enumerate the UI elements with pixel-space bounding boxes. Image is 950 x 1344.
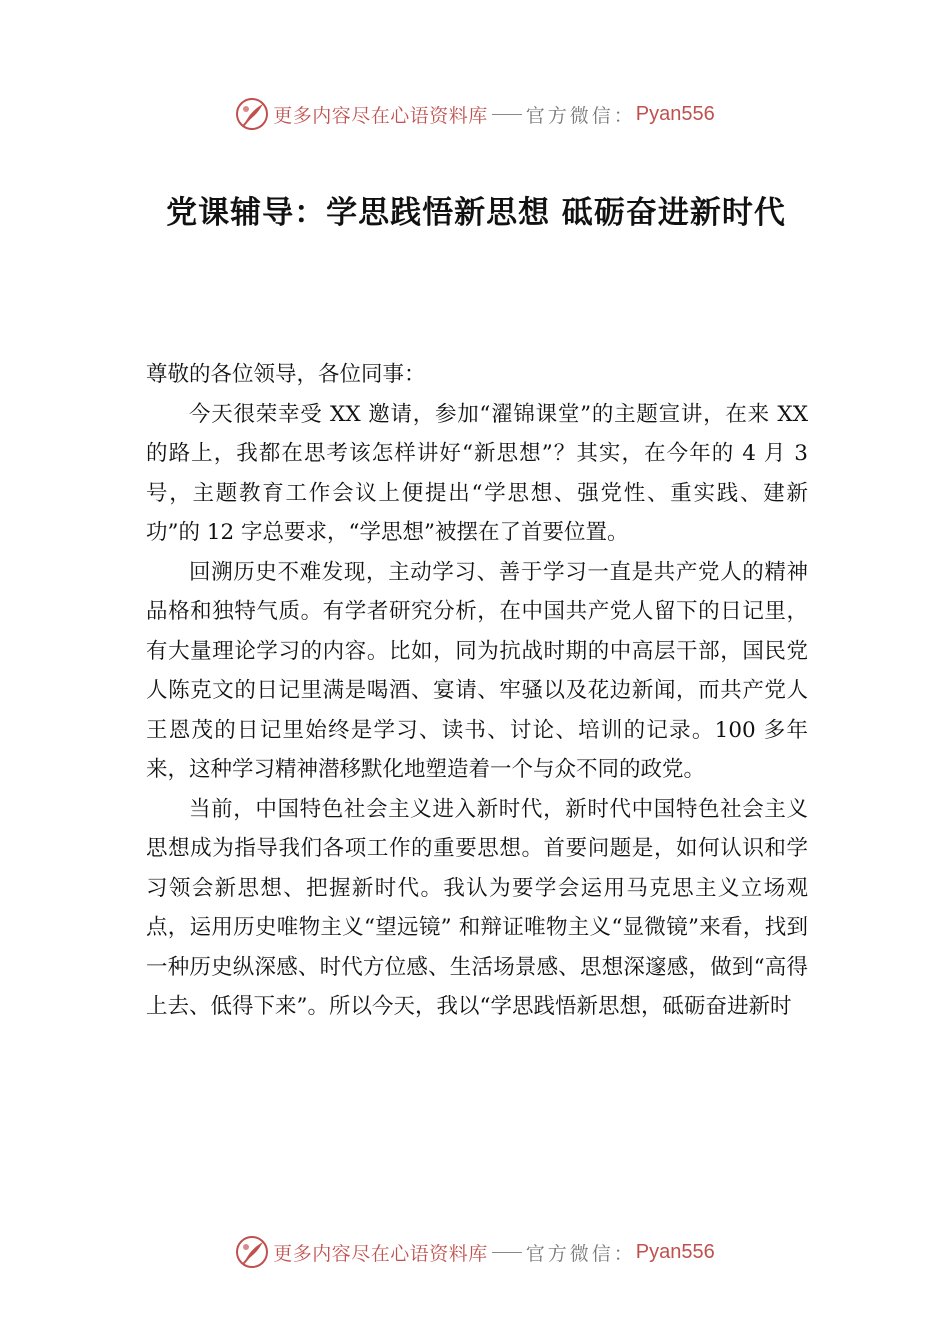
watermark-wechat-id: Pyan556 — [635, 1240, 715, 1263]
watermark-brand: 更多内容尽在心语资料库 — [273, 1242, 488, 1265]
paragraph-2: 回溯历史不难发现，主动学习、善于学习一直是共产党人的精神品格和独特气质。有学者研究分析，在中国共产党人留下的日记里，有大量理论学习的内容。比如，同为抗战时期的中高层干部，国民党人陈克文的日记里满是喝酒、宴请、牢骚以及花边新闻，而共产党人王恩茂的日记里始终是学习、读书、讨论、培训的记录。100 多年来，这种学习精神潜移默化地塑造着一个与众不同的政党。 — [146, 559, 808, 782]
document-title: 党课辅导：学思践悟新思想 砥砺奋进新时代 — [166, 195, 786, 231]
watermark-brand: 更多内容尽在心语资料库 — [273, 104, 488, 127]
quill-logo-icon — [235, 97, 269, 131]
paragraph-3: 当前，中国特色社会主义进入新时代，新时代中国特色社会主义思想成为指导我们各项工作的重要思想。首要问题是，如何认识和学习领会新思想、把握新时代。我认为要学会运用马克思主义立场观点，运用历史唯物主义“望远镜” 和辩证唯物主义“显微镜”来看，找到一种历史纵深感、时代方位感、生活场景感、思想深邃感，做到“高得上去、低得下来”。所以今天，我以“学思践悟新思想，砥砺奋进新时 — [146, 796, 808, 1019]
footer-watermark — [0, 1232, 950, 1272]
salutation: 尊敬的各位领导，各位同事： — [146, 362, 426, 387]
watermark-dash — [492, 1252, 522, 1253]
document-body — [146, 355, 808, 1027]
paragraph-1: 今天很荣幸受 XX 邀请，参加“濯锦课堂”的主题宣讲，在来 XX 的路上，我都在思考该怎样讲好“新思想”？其实，在今年的 4 月 3 号，主题教育工作会议上便提出“学思想、强党性、重实践、建新功”的 12 字总要求，“学思想”被摆在了首要位置。 — [146, 401, 808, 545]
header-watermark — [0, 94, 950, 134]
watermark-label: 官方微信： — [525, 1242, 636, 1265]
quill-logo-icon — [235, 1235, 269, 1269]
watermark-wechat-id: Pyan556 — [635, 102, 715, 125]
watermark-label: 官方微信： — [525, 104, 636, 127]
watermark-dash — [492, 114, 522, 115]
